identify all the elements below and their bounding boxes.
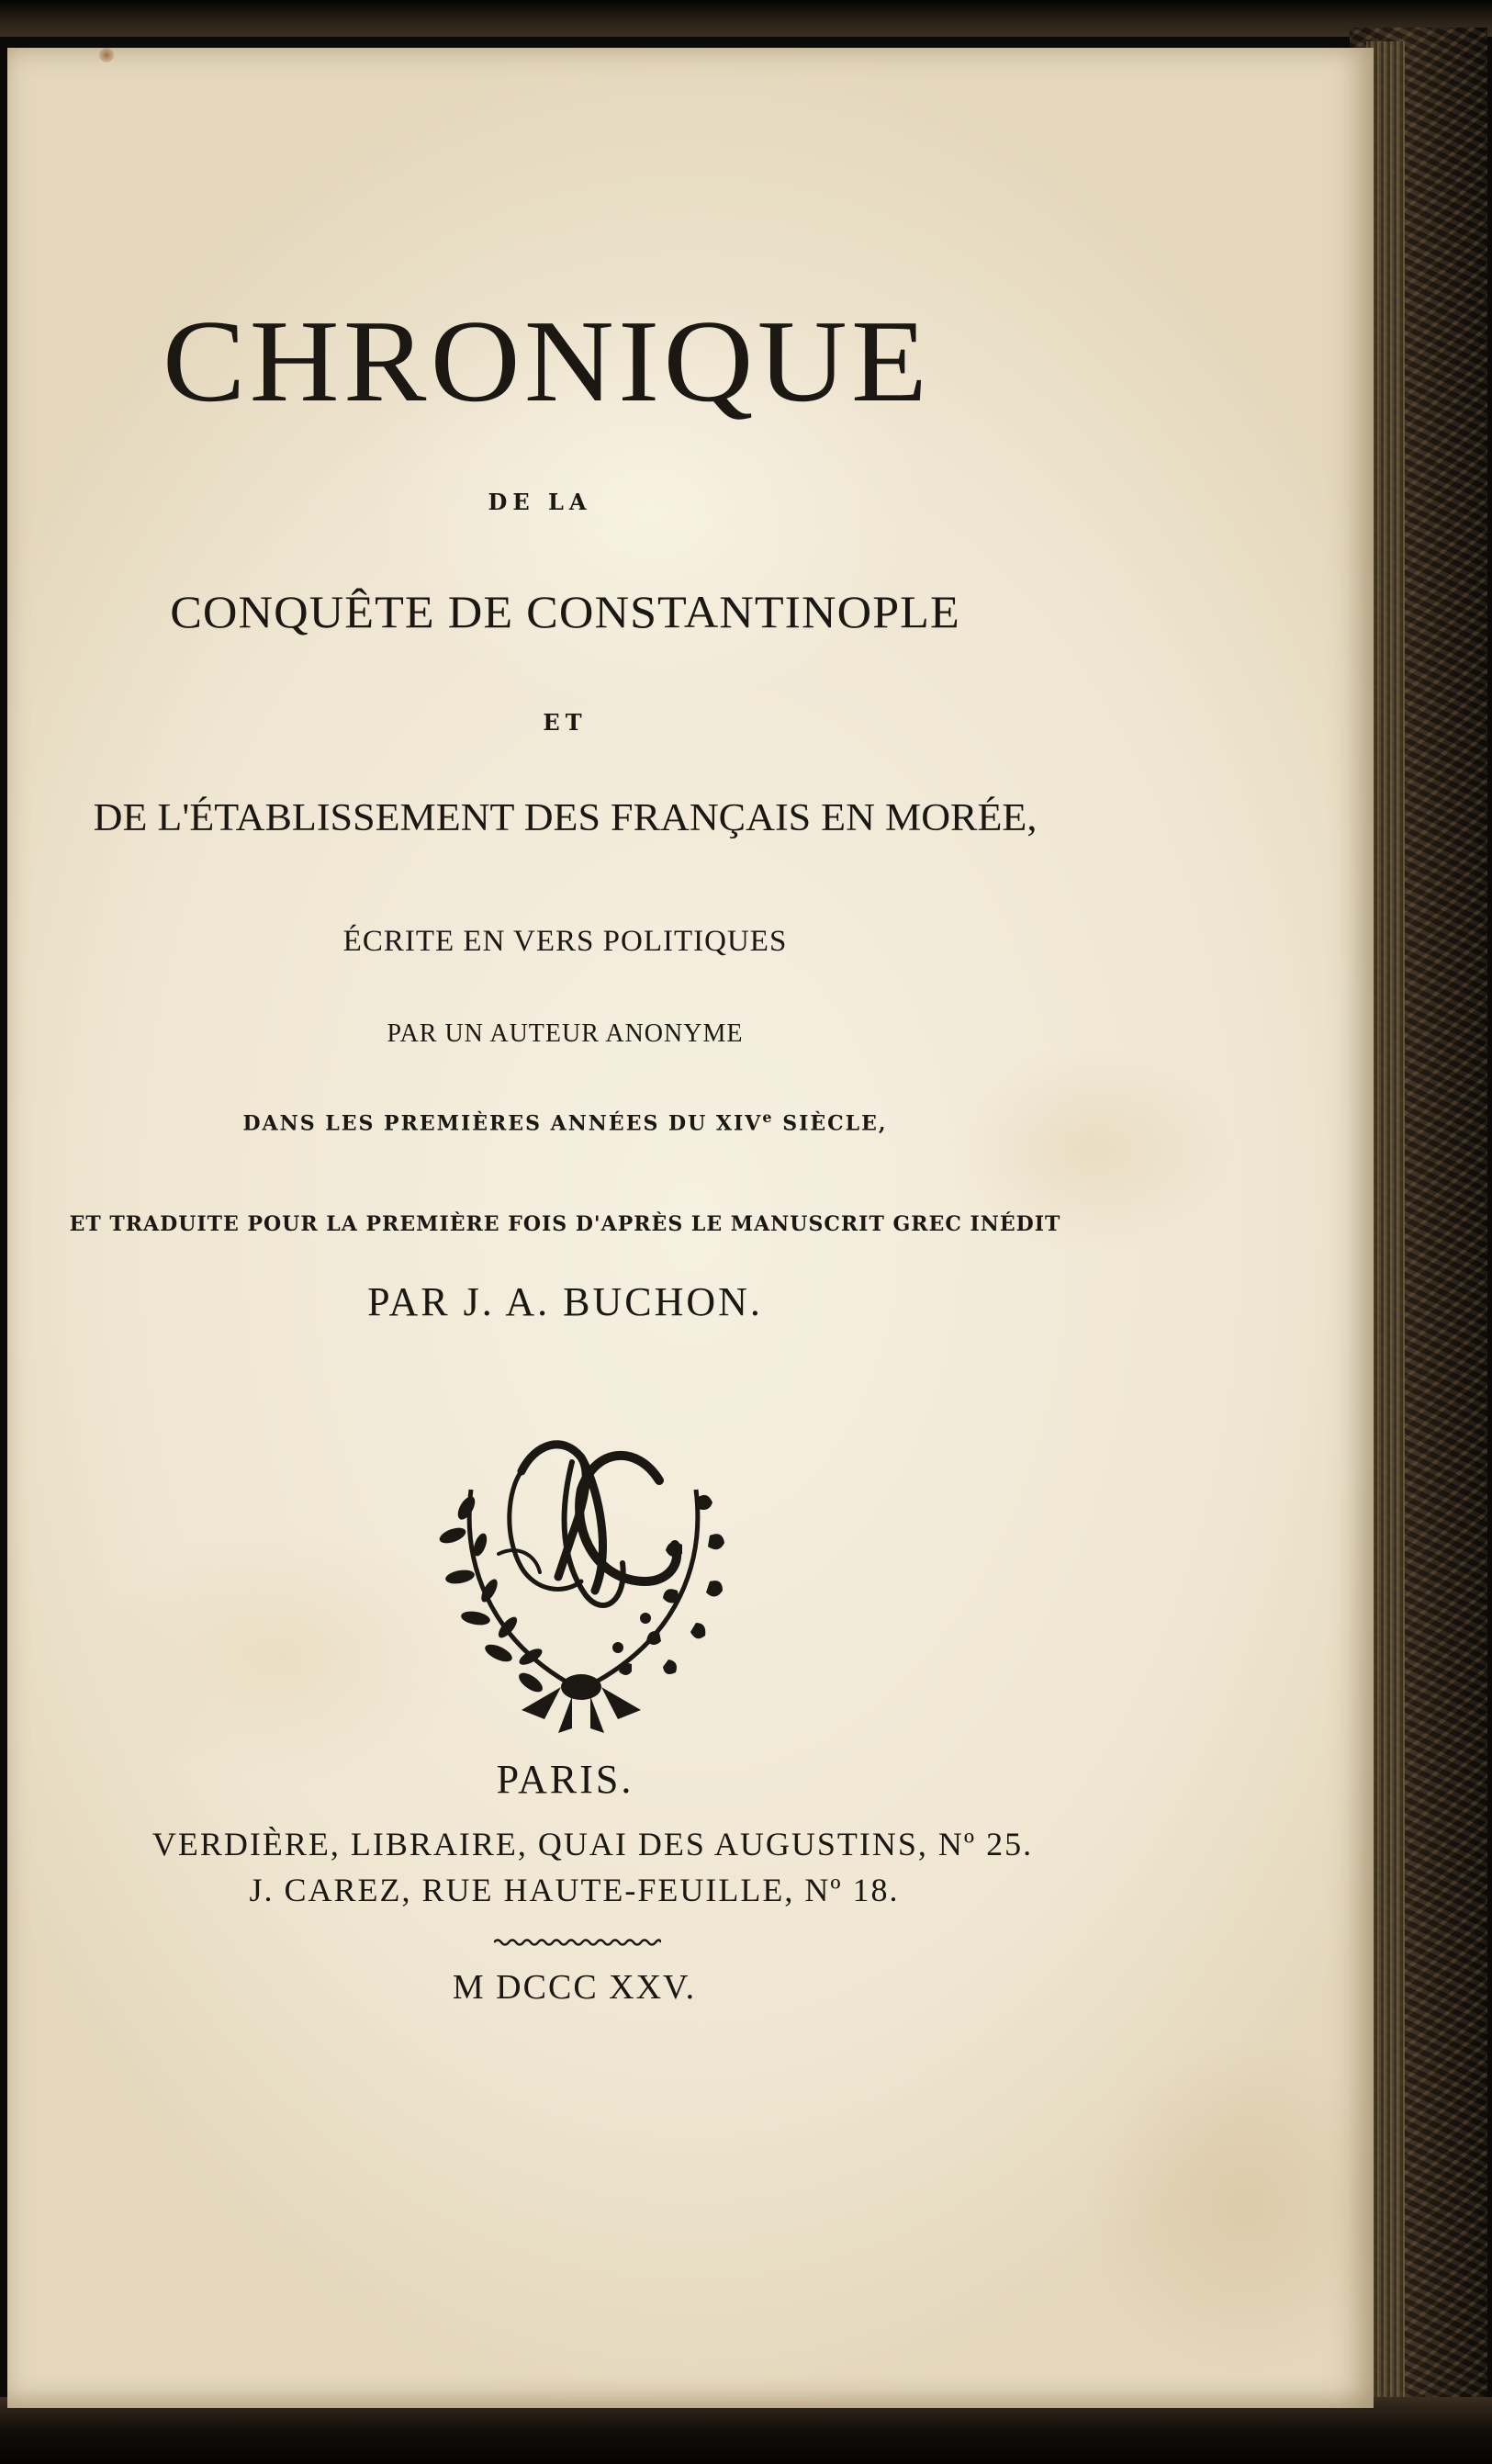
period-text-end: SIÈCLE, <box>773 1111 888 1136</box>
imprint-publisher-1: VERDIÈRE, LIBRAIRE, QUAI DES AUGUSTINS, Nº 25. <box>151 1826 1034 1862</box>
imprint-city: PARIS. <box>496 1757 634 1802</box>
title-page <box>7 48 1374 2408</box>
period-superscript: e <box>762 1108 774 1126</box>
anonymous-author-line: PAR UN AUTEUR ANONYME <box>387 1019 744 1048</box>
book-title: CHRONIQUE <box>162 296 932 426</box>
translator-line: PAR J. A. BUCHON. <box>367 1279 763 1324</box>
verse-form-line: ÉCRITE EN VERS POLITIQUES <box>342 925 788 958</box>
subject-heading: CONQUÊTE DE CONSTANTINOPLE <box>170 586 960 637</box>
book-top-edge <box>0 0 1492 37</box>
imprint-year: M DCCC XXV. <box>452 1968 697 2007</box>
subject-heading-2: DE L'ÉTABLISSEMENT DES FRANÇAIS EN MORÉE, <box>93 797 1038 839</box>
period-text: DANS LES PREMIÈRES ANNÉES DU XIV <box>242 1111 763 1136</box>
title-connector-et: ET <box>543 709 588 736</box>
title-connector-de-la: DE LA <box>488 489 592 515</box>
translation-note: ET TRADUITE POUR LA PREMIÈRE FOIS D'APRÈS LE MANUSCRIT GREC INÉDIT <box>69 1212 1061 1236</box>
monogram-wreath-icon <box>434 1407 728 1738</box>
decorative-rule <box>494 1938 661 1947</box>
foxing-spot <box>99 48 114 62</box>
imprint-publisher-2: J. CAREZ, RUE HAUTE-FEUILLE, Nº 18. <box>249 1872 900 1908</box>
period-line <box>7 1108 1123 1135</box>
